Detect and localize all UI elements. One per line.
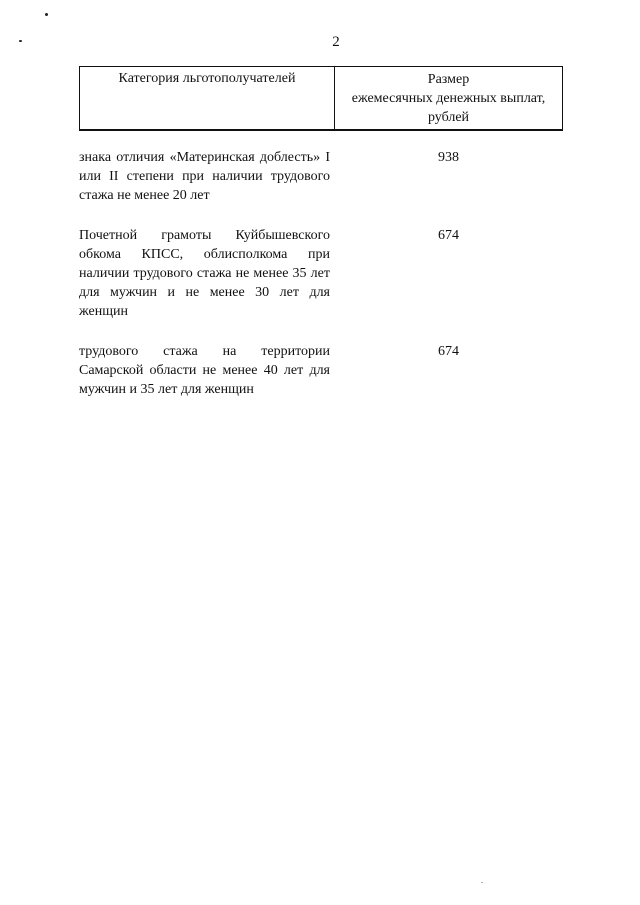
- category-text: Почетной грамоты Куйбышевского обкома КПСС, облисполкома при наличии трудового стажа не менее 35 лет для мужчин и не менее 30 лет для женщин: [79, 228, 330, 319]
- table-row: [79, 226, 563, 321]
- amount-header-line: ежемесячных денежных выплат,: [351, 91, 546, 106]
- scan-speck: [481, 882, 483, 883]
- amount-value: 938: [438, 150, 459, 165]
- category-text: знака отличия «Материнская доблесть» I или II степени при наличии трудового стажа не менее 20 лет: [79, 150, 330, 203]
- amount-header-line: Размер: [427, 72, 470, 87]
- table-body: [79, 148, 563, 420]
- category-text: трудового стажа на территории Самарской области не менее 40 лет для мужчин и 35 лет для женщин: [79, 344, 330, 397]
- table-row: [79, 148, 563, 205]
- category-column-header: Категория льготополучателей: [80, 67, 335, 129]
- table-row: [79, 342, 563, 399]
- table-header: [79, 66, 563, 131]
- amount-header-line: рублей: [427, 110, 470, 125]
- amount-value: 674: [438, 344, 459, 359]
- amount-value: 674: [438, 228, 459, 243]
- page-number: 2: [332, 34, 340, 50]
- amount-column-header: [335, 67, 562, 129]
- scan-speck: [45, 13, 48, 16]
